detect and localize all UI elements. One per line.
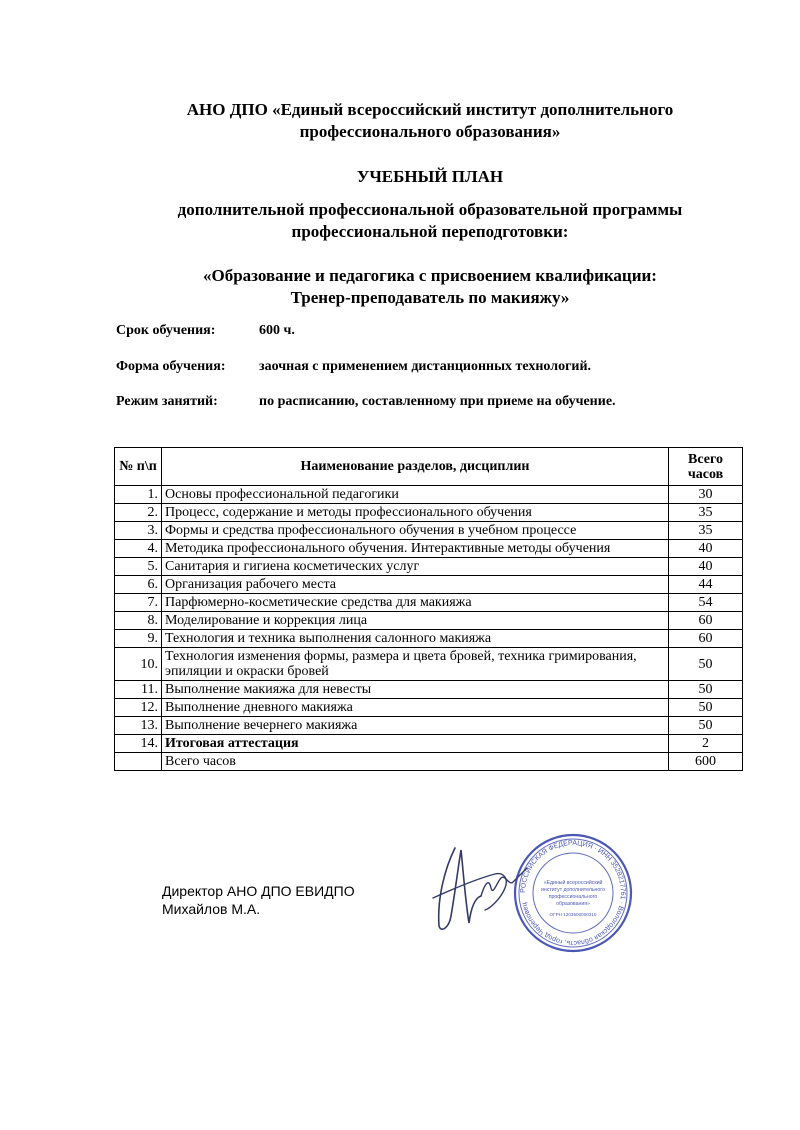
row-num: 10. bbox=[115, 648, 162, 681]
row-hours: 35 bbox=[669, 522, 743, 540]
table-row bbox=[115, 522, 743, 540]
svg-text:профессионального: профессионального bbox=[548, 894, 598, 900]
table-row bbox=[115, 612, 743, 630]
row-name: Основы профессиональной педагогики bbox=[162, 486, 669, 504]
row-num: 7. bbox=[115, 594, 162, 612]
row-name: Процесс, содержание и методы профессионального обучения bbox=[162, 504, 669, 522]
plan-title: УЧЕБНЫЙ ПЛАН bbox=[356, 167, 504, 186]
row-num: 4. bbox=[115, 540, 162, 558]
row-num: 1. bbox=[115, 486, 162, 504]
row-name: Парфюмерно-косметические средства для макияжа bbox=[162, 594, 669, 612]
row-hours: 50 bbox=[669, 648, 743, 681]
row-num: 12. bbox=[115, 699, 162, 717]
header-num: № п\п bbox=[115, 448, 162, 486]
row-num: 11. bbox=[115, 681, 162, 699]
meta-mode bbox=[116, 393, 616, 411]
row-hours: 50 bbox=[669, 699, 743, 717]
row-name: Технология и техника выполнения салонного макияжа bbox=[162, 630, 669, 648]
row-hours: 54 bbox=[669, 594, 743, 612]
row-num: 14. bbox=[115, 735, 162, 753]
table-row bbox=[115, 717, 743, 735]
meta-mode-label: Режим занятий: bbox=[116, 394, 218, 409]
row-name: Формы и средства профессионального обучения в учебном процессе bbox=[162, 522, 669, 540]
meta-form bbox=[116, 358, 591, 376]
table-row bbox=[115, 648, 743, 681]
row-name: Выполнение вечернего макияжа bbox=[162, 717, 669, 735]
table-row bbox=[115, 630, 743, 648]
row-hours: 60 bbox=[669, 612, 743, 630]
row-name: Выполнение дневного макияжа bbox=[162, 699, 669, 717]
table-row bbox=[115, 594, 743, 612]
signatory-position: Директор АНО ДПО ЕВИДПО bbox=[162, 883, 355, 899]
row-hours: 40 bbox=[669, 540, 743, 558]
row-num: 13. bbox=[115, 717, 162, 735]
meta-mode-value: по расписанию, составленному при приеме на обучение. bbox=[259, 394, 616, 409]
row-name: Выполнение макияжа для невесты bbox=[162, 681, 669, 699]
row-name: Санитария и гигиена косметических услуг bbox=[162, 558, 669, 576]
row-name: Технология изменения формы, размера и цвета бровей, техника гримирования, эпиляции и окраски бровей bbox=[162, 648, 669, 681]
curriculum-table bbox=[114, 447, 743, 771]
table-row bbox=[115, 540, 743, 558]
meta-form-label: Форма обучения: bbox=[116, 359, 226, 374]
row-name: Моделирование и коррекция лица bbox=[162, 612, 669, 630]
signatory-name: Михайлов М.А. bbox=[162, 901, 261, 917]
row-hours: 44 bbox=[669, 576, 743, 594]
row-name: Организация рабочего места bbox=[162, 576, 669, 594]
svg-text:«Единый всероссийский: «Единый всероссийский bbox=[543, 880, 603, 886]
header-name: Наименование разделов, дисциплин bbox=[162, 448, 669, 486]
meta-term-label: Срок обучения: bbox=[116, 323, 216, 338]
row-hours: 2 bbox=[669, 735, 743, 753]
table-row bbox=[115, 558, 743, 576]
row-hours: 30 bbox=[669, 486, 743, 504]
table-row bbox=[115, 699, 743, 717]
row-num: 6. bbox=[115, 576, 162, 594]
svg-text:образования»: образования» bbox=[556, 901, 590, 907]
program-name: «Образование и педагогика с присвоением квалификации: Тренер-преподаватель по макияжу» bbox=[203, 266, 657, 307]
total-num-empty bbox=[115, 753, 162, 771]
official-stamp bbox=[512, 832, 634, 954]
table-row bbox=[115, 504, 743, 522]
svg-text:РОССИЙСКАЯ ФЕДЕРАЦИЯ · ИНН 352: РОССИЙСКАЯ ФЕДЕРАЦИЯ · ИНН 3528217761 · Вологодская область, город Череповец bbox=[519, 839, 627, 947]
row-num: 3. bbox=[115, 522, 162, 540]
meta-form-value: заочная с применением дистанционных технологий. bbox=[259, 359, 592, 374]
row-hours: 50 bbox=[669, 681, 743, 699]
organization-title: АНО ДПО «Единый всероссийский институт дополнительного профессионального образования» bbox=[186, 100, 674, 141]
row-name: Итоговая аттестация bbox=[162, 735, 669, 753]
row-name: Методика профессионального обучения. Интерактивные методы обучения bbox=[162, 540, 669, 558]
signatory-block bbox=[162, 882, 355, 918]
meta-term bbox=[116, 322, 295, 340]
svg-text:ОГРН 1203500000310: ОГРН 1203500000310 bbox=[549, 912, 597, 917]
row-hours: 60 bbox=[669, 630, 743, 648]
row-num: 2. bbox=[115, 504, 162, 522]
row-hours: 35 bbox=[669, 504, 743, 522]
meta-term-value: 600 ч. bbox=[259, 323, 295, 338]
row-hours: 40 bbox=[669, 558, 743, 576]
svg-text:институт дополнительного: институт дополнительного bbox=[541, 887, 605, 893]
header-hours: Всего часов bbox=[669, 448, 743, 486]
row-hours: 50 bbox=[669, 717, 743, 735]
program-type: дополнительной профессиональной образовательной программы профессиональной переподготовки: bbox=[177, 200, 683, 241]
row-num: 5. bbox=[115, 558, 162, 576]
row-num: 9. bbox=[115, 630, 162, 648]
total-label: Всего часов bbox=[162, 753, 669, 771]
table-header-row bbox=[115, 448, 743, 486]
table-row bbox=[115, 735, 743, 753]
table-row bbox=[115, 681, 743, 699]
table-total-row bbox=[115, 753, 743, 771]
total-hours: 600 bbox=[669, 753, 743, 771]
table-row bbox=[115, 576, 743, 594]
row-num: 8. bbox=[115, 612, 162, 630]
table-row bbox=[115, 486, 743, 504]
